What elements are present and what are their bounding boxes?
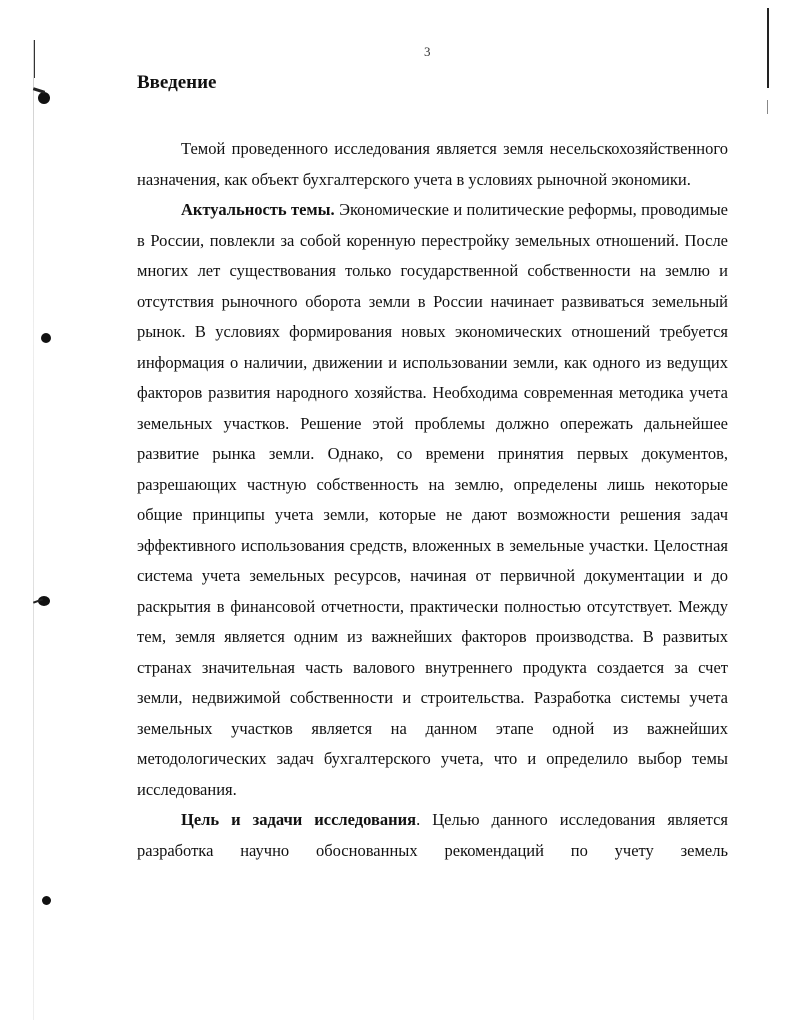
- paragraph-relevance-lead: Актуальность темы.: [181, 200, 335, 219]
- scan-left-edge: [33, 40, 34, 1020]
- paragraph-relevance-text: Экономические и политические реформы, проводимые в России, повлекли за собой коренную перестройку земельных отношений. После многих лет существования только государственной собственности на землю и отсутствия рыночного оборота земли в России начинает развиваться земельный рынок. В условиях формирования новых экономических отношений требуется информация о наличии, движении и использовании земли, как одного из ведущих факторов развития народного хозяйства. Необходима современная методика учета земельных участков. Решение этой проблемы должно опережать дальнейшее развитие рынка земли. Однако, со времени принятия первых документов, разрешающих частную собственность на землю, определены лишь некоторые общие принципы учета земли, которые не дают возможности решения задач эффективного использования средств, вложенных в земельные участки. Целостная система учета земельных ресурсов, начиная от первичной документации и до раскрытия в финансовой отчетности, практически полностью отсутствует. Между тем, земля является одним из важнейших факторов производства. В развитых странах значительная часть валового внутреннего продукта создается за счет земли, недвижимой собственности и строительства. Разработка системы учета земельных участков является на данном этапе одной из важнейших методологических задач бухгалтерского учета, что и определило выбор темы исследования.: [137, 200, 728, 799]
- paragraph-goal: [137, 805, 728, 866]
- paragraph-goal-text: . Целью данного исследования является разработка научно обоснованных рекомендаций по учету земель: [137, 810, 728, 860]
- binder-hole-4: [42, 896, 51, 905]
- paragraph-intro-text: Темой проведенного исследования является земля несельскохозяйственного назначения, как объект бухгалтерского учета в условиях рыночной экономики.: [137, 139, 728, 189]
- scan-right-edge-mark: [767, 100, 768, 114]
- scan-left-edge-mark: [34, 40, 35, 78]
- paragraph-relevance: [137, 195, 728, 805]
- binder-hole-2: [41, 333, 51, 343]
- section-heading: Введение: [137, 72, 217, 93]
- paragraph-goal-lead: Цель и задачи исследования: [181, 810, 417, 829]
- paragraph-intro: [137, 134, 728, 195]
- scan-right-edge: [767, 8, 769, 88]
- page-number: 3: [424, 44, 431, 59]
- body-text: [137, 134, 728, 866]
